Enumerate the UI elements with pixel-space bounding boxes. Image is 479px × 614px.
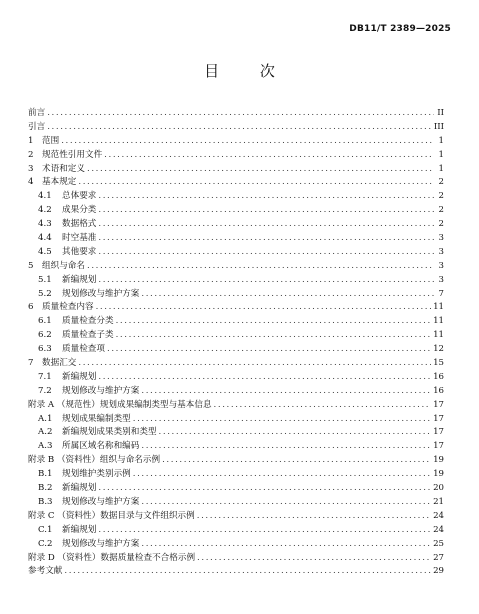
toc-entry-title: 成果分类 [62, 205, 97, 216]
toc-entry-page: 19 [433, 455, 444, 466]
toc-entry-page: 2 [438, 219, 444, 230]
toc-entry-title: 质量检查子类 [62, 330, 114, 341]
toc-entry-number: B.3 [38, 496, 53, 507]
toc-dot-leader [197, 552, 431, 566]
toc-entry-title: 附录 D （资料性）数据质量检查不合格示例 [28, 552, 196, 563]
toc-entry-title: 数据格式 [62, 219, 97, 230]
toc-entry[interactable] [28, 274, 444, 288]
toc-dot-leader [141, 385, 431, 399]
toc-entry-title: 基本规定 [42, 177, 77, 188]
toc-dot-leader [104, 149, 434, 163]
toc-entry[interactable] [28, 399, 444, 413]
toc-entry-title: 范围 [42, 135, 60, 146]
toc-entry-title: 新编规划 [62, 483, 97, 494]
toc-entry[interactable] [28, 482, 444, 496]
toc-entry-page: 24 [433, 510, 444, 521]
toc-entry-title: 质量检查内容 [42, 302, 94, 313]
toc-entry[interactable] [28, 218, 444, 232]
toc-dot-leader [98, 482, 431, 496]
toc-entry-number: 3 [28, 163, 34, 174]
toc-dot-leader [47, 107, 434, 121]
toc-dot-leader [107, 343, 431, 357]
toc-dot-leader [133, 413, 431, 427]
toc-entry[interactable] [28, 301, 444, 315]
toc-entry-page: 27 [433, 552, 444, 563]
toc-entry[interactable] [28, 524, 444, 538]
toc-dot-leader [98, 204, 434, 218]
toc-dot-leader [98, 524, 431, 538]
toc-dot-leader [98, 371, 431, 385]
toc-entry[interactable] [28, 135, 444, 149]
toc-dot-leader [159, 426, 432, 440]
toc-entry-title: 质量检查分类 [62, 316, 114, 327]
toc-entry[interactable] [28, 510, 444, 524]
toc-entry-title: 总体要求 [62, 191, 97, 202]
toc-dot-leader [87, 163, 434, 177]
toc-entry-title: 附录 B （资料性）组织与命名示例 [28, 455, 161, 466]
toc-entry-page: 17 [433, 427, 444, 438]
toc-entry[interactable] [28, 413, 444, 427]
toc-entry-number: 4 [28, 177, 34, 188]
toc-entry[interactable] [28, 565, 444, 579]
toc-dot-leader [141, 538, 431, 552]
toc-dot-leader [98, 218, 434, 232]
toc-entry-title: 规划成果编制类型 [62, 413, 131, 424]
toc-entry-title: 质量检查项 [62, 344, 105, 355]
toc-dot-leader [116, 329, 431, 343]
toc-entry-page: 1 [438, 149, 444, 160]
toc-entry-title: 规划修改与维护方案 [62, 385, 140, 396]
toc-entry-title: 组织与命名 [42, 260, 85, 271]
page-title: 目 次 [204, 62, 293, 80]
toc-entry[interactable] [28, 552, 444, 566]
toc-entry[interactable] [28, 246, 444, 260]
toc-entry-page: 20 [433, 483, 444, 494]
toc-dot-leader [141, 288, 434, 302]
toc-dot-leader [98, 274, 434, 288]
toc-entry-page: 17 [433, 413, 444, 424]
toc-entry-title: 规范性引用文件 [42, 149, 103, 160]
toc-entry-title: 规划修改与维护方案 [62, 288, 140, 299]
toc-entry-title: 所属区域名称和编码 [62, 441, 140, 452]
toc-entry-title: 其他要求 [62, 246, 97, 257]
toc-entry-number: 7.2 [38, 385, 52, 396]
toc-dot-leader [78, 357, 431, 371]
toc-entry-page: 2 [438, 177, 444, 188]
toc-entry[interactable] [28, 385, 444, 399]
toc-entry-page: 17 [433, 399, 444, 410]
toc-entry-page: 24 [433, 524, 444, 535]
toc-entry-page: 3 [438, 233, 444, 244]
toc-entry-number: 6.1 [38, 316, 52, 327]
toc-entry-number: 5 [28, 260, 34, 271]
toc-entry-number: 4.3 [38, 219, 52, 230]
toc-entry-number: C.1 [38, 524, 53, 535]
toc-entry-number: A.1 [38, 413, 53, 424]
toc-dot-leader [214, 399, 432, 413]
toc-entry-page: 3 [438, 274, 444, 285]
toc-entry-page: 7 [438, 288, 444, 299]
toc-entry[interactable] [28, 496, 444, 510]
toc-dot-leader [61, 135, 434, 149]
toc-dot-leader [141, 496, 431, 510]
toc-entry[interactable] [28, 371, 444, 385]
toc-entry[interactable] [28, 190, 444, 204]
toc-dot-leader [78, 176, 434, 190]
toc-dot-leader [162, 454, 431, 468]
toc-entry-title: 前言 [28, 108, 46, 118]
toc-entry-title: 规划修改与维护方案 [62, 496, 140, 507]
toc-entry[interactable] [28, 260, 444, 274]
toc-dot-leader [47, 121, 432, 135]
toc-dot-leader [96, 301, 431, 315]
toc-entry-page: 11 [433, 302, 444, 313]
toc-entry-number: A.3 [38, 441, 53, 452]
toc-entry-number: 2 [28, 149, 34, 160]
toc-entry-number: 4.5 [38, 246, 52, 257]
toc-entry[interactable] [28, 288, 444, 302]
toc-entry[interactable] [28, 329, 444, 343]
toc-entry-page: 11 [433, 316, 444, 327]
toc-dot-leader [64, 565, 431, 579]
toc-entry[interactable] [28, 343, 444, 357]
toc-entry[interactable] [28, 163, 444, 177]
toc-entry-title: 数据汇交 [42, 358, 77, 369]
toc-entry-number: A.2 [38, 427, 53, 438]
toc-entry-page: 12 [433, 344, 444, 355]
toc-entry-page: 2 [438, 191, 444, 202]
toc-entry-page: 1 [438, 163, 444, 174]
toc-entry-page: 1 [438, 135, 444, 146]
toc-entry-number: 6.3 [38, 344, 52, 355]
toc-entry-page: 16 [433, 371, 444, 382]
toc-entry-number: B.1 [38, 469, 53, 480]
toc-entry[interactable] [28, 440, 444, 454]
toc-entry[interactable] [28, 204, 444, 218]
toc-dot-leader [197, 510, 431, 524]
toc-entry-number: 7.1 [38, 371, 52, 382]
toc-entry-page: II [437, 108, 444, 118]
toc-entry[interactable] [28, 454, 444, 468]
toc-entry-title: 时空基准 [62, 233, 97, 244]
toc-entry-page: 11 [433, 330, 444, 341]
toc-entry-number: 4.1 [38, 191, 52, 202]
toc-entry-page: 3 [438, 246, 444, 257]
toc-entry-title: 引言 [28, 121, 46, 132]
toc-entry-number: B.2 [38, 483, 53, 494]
toc-entry-number: 7 [28, 358, 34, 369]
toc-entry-page: 2 [438, 205, 444, 216]
toc-entry-number: 4.2 [38, 205, 52, 216]
toc-entry-number: 4.4 [38, 233, 52, 244]
toc-entry[interactable] [28, 468, 444, 482]
toc-entry-number: 5.1 [38, 274, 52, 285]
toc-dot-leader [116, 315, 431, 329]
toc-entry[interactable] [28, 315, 444, 329]
toc-entry[interactable] [28, 107, 444, 121]
toc-entry[interactable] [28, 149, 444, 163]
document-code: DB11/T 2389—2025 [349, 24, 451, 34]
toc-entry[interactable] [28, 426, 444, 440]
toc-entry-page: 19 [433, 469, 444, 480]
toc-entry-title: 新编规划成果类别和类型 [62, 427, 157, 438]
toc-entry-number: C.2 [38, 538, 53, 549]
toc-entry-number: 6.2 [38, 330, 52, 341]
toc-entry[interactable] [28, 357, 444, 371]
toc-entry-number: 1 [28, 135, 34, 146]
toc-entry[interactable] [28, 176, 444, 190]
toc-entry-title: 术语和定义 [42, 163, 85, 174]
toc-entry-page: 29 [433, 566, 444, 577]
toc-entry-page: III [433, 121, 444, 132]
toc-entry-title: 新编规划 [62, 274, 97, 285]
toc-entry[interactable] [28, 232, 444, 246]
toc-dot-leader [98, 190, 434, 204]
toc-entry-number: 6 [28, 302, 34, 313]
table-of-contents [28, 107, 444, 579]
toc-entry-title: 新编规划 [62, 524, 97, 535]
toc-entry-page: 15 [433, 358, 444, 369]
toc-entry-title: 附录 C （资料性）数据目录与文件组织示例 [28, 510, 195, 521]
toc-dot-leader [98, 246, 434, 260]
toc-entry-title: 规划修改与维护方案 [62, 538, 140, 549]
toc-dot-leader [133, 468, 431, 482]
toc-entry-title: 附录 A （规范性）规划成果编制类型与基本信息 [28, 399, 212, 410]
toc-entry[interactable] [28, 121, 444, 135]
toc-entry-page: 25 [433, 538, 444, 549]
toc-entry-title: 参考文献 [28, 566, 63, 577]
toc-dot-leader [87, 260, 434, 274]
toc-entry-number: 5.2 [38, 288, 52, 299]
toc-dot-leader [98, 232, 434, 246]
toc-entry-page: 17 [433, 441, 444, 452]
toc-entry-page: 3 [438, 260, 444, 271]
toc-entry-page: 21 [433, 496, 444, 507]
toc-entry-page: 16 [433, 385, 444, 396]
toc-entry[interactable] [28, 538, 444, 552]
toc-entry-title: 规划维护类别示例 [62, 469, 131, 480]
toc-entry-title: 新编规划 [62, 371, 97, 382]
toc-dot-leader [141, 440, 431, 454]
